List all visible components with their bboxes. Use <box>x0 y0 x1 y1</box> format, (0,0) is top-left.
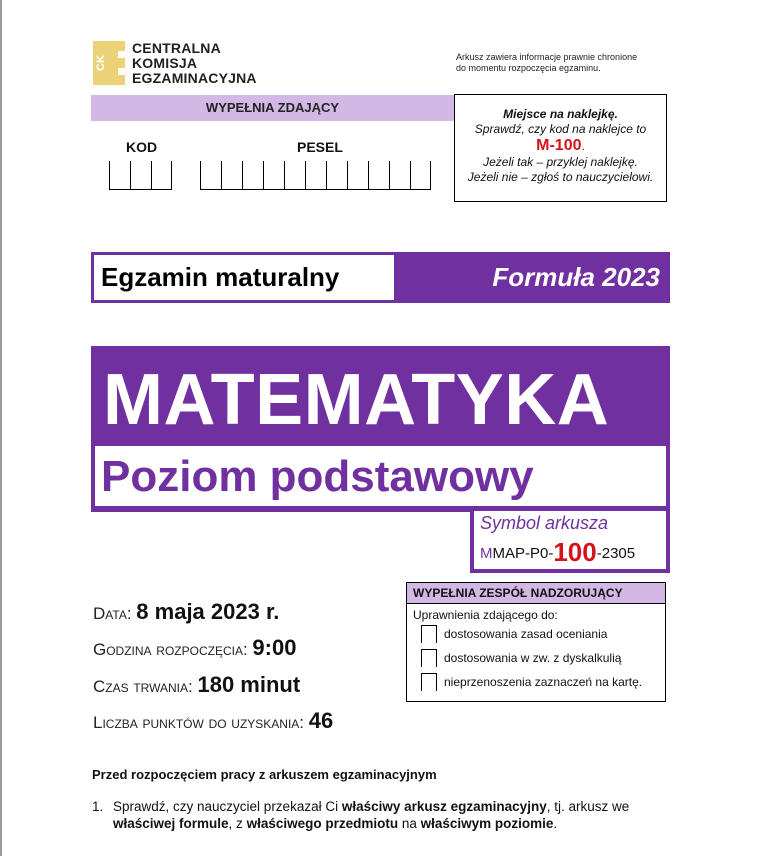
exam-banner <box>91 252 670 303</box>
instruction-number: 1. <box>92 799 104 814</box>
text-part: Sprawdź, czy nauczyciel przekazał Ci <box>113 799 342 814</box>
pesel-digit-box[interactable] <box>200 161 221 189</box>
sheet-symbol-label: Symbol arkusza <box>480 513 609 533</box>
cke-logo-icon <box>93 41 125 85</box>
accommodation-option[interactable] <box>407 646 665 670</box>
subject-block <box>91 346 670 512</box>
pesel-digit-box[interactable] <box>221 161 242 189</box>
points-value: 46 <box>308 708 334 733</box>
start-time-value: 9:00 <box>252 635 297 660</box>
sticker-instruction-no: Jeżeli nie – zgłoś to nauczycielowi. <box>467 170 654 184</box>
sticker-area <box>454 94 667 202</box>
text-part: , z <box>228 816 247 831</box>
sheet-symbol-inner <box>474 511 666 569</box>
pesel-digit-box[interactable] <box>263 161 284 189</box>
duration-label: Czas trwania: <box>93 677 193 696</box>
sheet-symbol-code <box>480 537 635 568</box>
instruction-text <box>113 798 652 832</box>
checkbox[interactable] <box>421 625 437 643</box>
kod-input[interactable] <box>109 161 172 190</box>
symbol-suffix: -2305 <box>596 545 636 562</box>
symbol-number: 100 <box>553 537 597 567</box>
instruction-item <box>92 798 652 832</box>
pesel-digit-box[interactable] <box>347 161 368 189</box>
instructions-title: Przed rozpoczęciem pracy z arkuszem egzaminacyjnym <box>92 767 437 782</box>
candidate-section-header: WYPEŁNIA ZDAJĄCY <box>91 95 454 121</box>
supervisors-header: WYPEŁNIA ZESPÓŁ NADZORUJĄCY <box>407 583 665 604</box>
text-part-bold: właściwego przedmiotu <box>246 816 399 831</box>
exam-date <box>93 599 279 625</box>
page-edge <box>0 0 2 856</box>
kod-label: KOD <box>126 139 158 155</box>
text-part-bold: właściwej formule <box>113 816 229 831</box>
sheet-symbol-box <box>470 511 670 573</box>
checkbox[interactable] <box>421 673 437 691</box>
pesel-digit-box[interactable] <box>368 161 389 189</box>
cke-logo <box>93 41 257 86</box>
legal-note <box>456 52 637 74</box>
subject-title: MATEMATYKA <box>103 360 610 440</box>
logo-mark-text: CK <box>95 55 107 71</box>
symbol-prefix-m: M <box>480 545 493 562</box>
sticker-instruction-yes: Jeżeli tak – przyklej naklejkę. <box>483 155 638 169</box>
pesel-digit-box[interactable] <box>326 161 347 189</box>
sticker-code-suffix: . <box>581 139 585 153</box>
symbol-prefix: MAP-P0- <box>492 545 554 562</box>
logo-line: KOMISJA <box>132 55 198 71</box>
accommodation-label: dostosowania w zw. z dyskalkulią <box>444 651 622 665</box>
points-label: Liczba punktów do uzyskania: <box>93 713 305 732</box>
sticker-code: M-100 <box>536 137 582 154</box>
pesel-digit-box[interactable] <box>305 161 326 189</box>
pesel-digit-box[interactable] <box>242 161 263 189</box>
legal-note-line: do momentu rozpoczęcia egzaminu. <box>456 63 601 73</box>
sticker-instruction: Sprawdź, czy kod na naklejce to <box>474 122 647 136</box>
date-label: Data: <box>93 604 132 623</box>
pesel-digit-box[interactable] <box>284 161 305 189</box>
sticker-title: Miejsce na naklejkę. <box>503 107 618 121</box>
exam-start-time <box>93 635 296 661</box>
text-part: , tj. arkusz we <box>546 799 630 814</box>
accommodation-option[interactable] <box>407 622 665 646</box>
pesel-input[interactable] <box>200 161 431 190</box>
start-time-label: Godzina rozpoczęcia: <box>93 640 248 659</box>
accommodation-option[interactable] <box>407 670 665 694</box>
accommodation-label: nieprzenoszenia zaznaczeń na kartę. <box>444 675 643 689</box>
logo-text <box>132 41 257 86</box>
level-title: Poziom podstawowy <box>101 452 534 501</box>
text-part-bold: właściwym poziomie <box>420 816 554 831</box>
supervisors-box <box>406 582 666 702</box>
logo-line: EGZAMINACYJNA <box>132 70 257 86</box>
kod-digit-box[interactable] <box>130 161 151 189</box>
pesel-digit-box[interactable] <box>410 161 431 189</box>
exam-formula: Formuła 2023 <box>492 262 660 292</box>
text-part: na <box>398 816 421 831</box>
logo-bar <box>118 51 125 58</box>
exam-duration <box>93 672 300 698</box>
checkbox[interactable] <box>421 649 437 667</box>
exam-title: Egzamin maturalny <box>94 255 394 300</box>
logo-bar <box>118 68 125 75</box>
accommodation-label: dostosowania zasad oceniania <box>444 627 608 641</box>
text-part-bold: właściwy arkusz egzaminacyjny <box>341 799 547 814</box>
kod-digit-box[interactable] <box>151 161 172 189</box>
legal-note-line: Arkusz zawiera informacje prawnie chronione <box>456 52 638 62</box>
duration-value: 180 minut <box>197 672 301 697</box>
exam-points <box>93 708 333 734</box>
date-value: 8 maja 2023 r. <box>136 599 280 624</box>
pesel-label: PESEL <box>297 139 343 155</box>
text-part: . <box>553 816 558 831</box>
kod-digit-box[interactable] <box>109 161 130 189</box>
logo-line: CENTRALNA <box>132 40 221 56</box>
supervisors-intro: Uprawnienia zdającego do: <box>413 608 558 622</box>
level-box <box>95 446 666 506</box>
pesel-digit-box[interactable] <box>389 161 410 189</box>
